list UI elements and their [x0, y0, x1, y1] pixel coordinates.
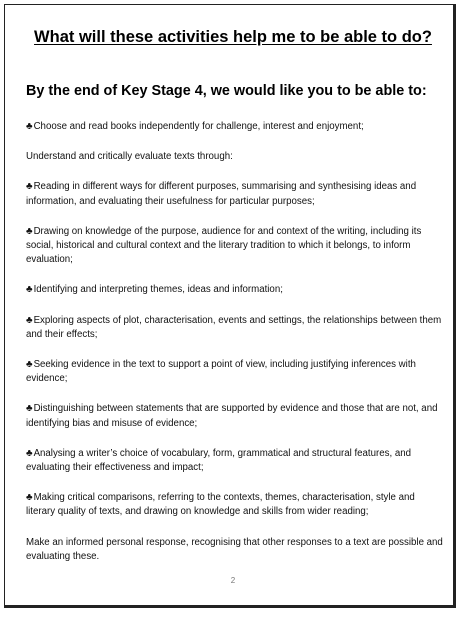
paragraph-text: Making critical comparisons, referring to the contexts, themes, characterisation, style and literary quality of texts, and drawing on knowledge and skills from wider reading;	[26, 492, 415, 518]
club-bullet-icon: ♣	[26, 492, 33, 504]
paragraph-text: Seeking evidence in the text to support a point of view, including justifying inferences with evidence;	[26, 359, 416, 385]
content-body	[26, 120, 446, 580]
paragraph-text: Understand and critically evaluate texts through:	[26, 151, 233, 163]
bullet-item	[26, 180, 446, 208]
paragraph-text: Reading in different ways for different purposes, summarising and synthesising ideas and information, and evaluating their usefulness for particular purposes;	[26, 181, 417, 207]
paragraph-text: Identifying and interpreting themes, ideas and information;	[33, 284, 283, 296]
bullet-item	[26, 402, 446, 430]
paragraph	[26, 536, 446, 564]
paragraph-text: Make an informed personal response, recognising that other responses to a text are possible and evaluating these.	[26, 536, 443, 562]
bullet-item	[26, 358, 446, 386]
bullet-item	[26, 283, 446, 297]
bullet-item	[26, 447, 446, 475]
bullet-item	[26, 120, 446, 134]
paragraph-text: Analysing a writer’s choice of vocabulary, form, grammatical and structural features, and evaluating their effectiveness and impact;	[26, 447, 412, 474]
bullet-item	[26, 491, 446, 519]
paragraph	[26, 150, 446, 164]
paragraph-text: Choose and read books independently for challenge, interest and enjoyment;	[33, 121, 364, 132]
page-subtitle: By the end of Key Stage 4, we would like you to be able to:	[26, 83, 427, 99]
club-bullet-icon: ♣	[26, 181, 33, 193]
page-title: What will these activities help me to be able to do?	[34, 28, 432, 46]
page-number: 2	[230, 576, 236, 585]
club-bullet-icon: ♣	[26, 121, 33, 132]
bullet-item	[26, 314, 446, 342]
bullet-item	[26, 225, 446, 268]
club-bullet-icon: ♣	[26, 225, 33, 237]
paragraph-text: Distinguishing between statements that are supported by evidence and those that are not, and identifying bias and misuse of evidence;	[26, 403, 438, 429]
club-bullet-icon: ♣	[26, 284, 33, 296]
club-bullet-icon: ♣	[26, 447, 33, 459]
club-bullet-icon: ♣	[26, 403, 33, 415]
paragraph-text: Drawing on knowledge of the purpose, audience for and context of the writing, including its social, historical and cultural context and the literary tradition to which it belongs, to inform evaluation;	[26, 225, 422, 266]
club-bullet-icon: ♣	[26, 359, 33, 371]
paragraph-text: Exploring aspects of plot, characterisation, events and settings, the relationships between them and their effects;	[26, 314, 442, 340]
club-bullet-icon: ♣	[26, 314, 33, 326]
